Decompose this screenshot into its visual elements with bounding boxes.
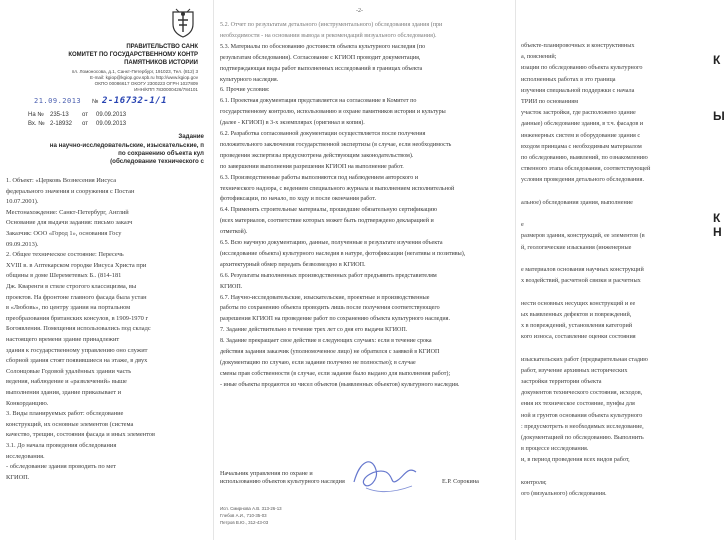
body-text-line: Местонахождение: Санкт-Петербург, Англий (6, 208, 129, 216)
document-title: Задание (178, 133, 204, 140)
body-text-line: изыскательских работ (предварительная стадию (521, 355, 648, 363)
body-text-line: 6.1. Проектная документация представляется на согласование в Комитет по (220, 98, 417, 105)
body-text-line: смены прав собственности (в случае, если задание было выдано для выполнения работ); (220, 370, 451, 377)
letterhead-line: КОМИТЕТ ПО ГОСУДАРСТВЕННОМУ КОНТР (68, 52, 198, 58)
body-text-line: 6.5. Всю научную документацию, данные, полученные в результате изучения объекта (220, 240, 443, 246)
body-text-line: архитектурный обмер передать безвозмездно в КГИОП. (220, 261, 366, 268)
edge-letter: К (713, 211, 721, 225)
body-text-line: проектов. На фронтоне главного фасада была устан (6, 293, 147, 301)
letterhead-address: ИНН/КПП 7830000426/784101 (134, 87, 198, 92)
body-text-line: (документацией по обследованию. Выполнить (521, 434, 644, 441)
body-text-line: необходимости - на основании вывода и рекомендаций визуального обследования). (220, 32, 437, 39)
body-text-line: 1. Объект: «Церковь Вознесения Иисуса (6, 177, 117, 184)
letterhead-line: ПРАВИТЕЛЬСТВО САНК (126, 44, 198, 50)
body-text-line: е (521, 221, 524, 229)
body-text-line: настоящего времени здание принадлежит (6, 336, 120, 343)
body-text-line: фотофиксации, по начало, по ходу и после окончания работ. (220, 196, 376, 203)
number-prefix: № (92, 99, 99, 105)
body-text-line: работ, изучение архивных исторических (521, 366, 628, 374)
body-text-line: 10.07.2001). (6, 198, 39, 206)
body-text-line: 6.6. Результаты выполненных производственных работ предъявить представителям (220, 272, 437, 279)
edge-letter: К (713, 53, 721, 67)
body-text-line: по обследованию, выявлений, по ознакомлению (521, 154, 648, 161)
body-text-line: ной и грунтов основания объекта культурного (521, 411, 643, 419)
body-text-line: участок застройки, где расположено здание (521, 109, 636, 117)
body-text-line: разрешения КГИОП на проведение работ по сохранению объекта культурного наследия. (220, 316, 450, 323)
body-text-line: Основание для выдачи задания: письмо заказч (6, 219, 133, 227)
letterhead-address: пл. Ломоносова, д.1, Санкт-Петербург, 191023, Тел. (812) 3 (71, 69, 198, 74)
body-text-line: Солонцовые Годовой удалённых здании часть (6, 367, 132, 375)
edge-letter: Н (713, 225, 722, 239)
body-text-line: контроля; (521, 478, 547, 486)
body-text-line: КГИОП. (220, 283, 243, 290)
document-title-line: (обследование технического с (110, 158, 204, 165)
document-page-middle (213, 0, 516, 540)
letterhead-address: ОКПО 00086617 ОКОГУ 2300223 ОГРН 1027809 (94, 81, 198, 86)
body-text-line: здания к государственному управлению оно служит (6, 346, 148, 354)
body-text-line: инженерных систем и оборудование здания с (521, 131, 641, 139)
body-text-line: по завершении выполнения разрешения КГИОП на выполнение работ. (220, 163, 404, 170)
body-text-line: 6.4. Применять строительные материалы, прошедшие обязательную сертификацию (220, 207, 438, 214)
body-text-line: а, пояснений; (521, 53, 557, 61)
executor-contact: Петров В.Ю., 312-43-03 (220, 520, 269, 525)
date-stamp: 21.09.2013 (34, 97, 82, 105)
edge-letter: Ы (713, 109, 725, 123)
signature-position-label: использованию объектов культурного наследия (220, 478, 345, 485)
document-title-line: по сохранению объекта кул (118, 150, 204, 157)
body-text-line: застройки территории объекта (521, 378, 602, 385)
body-text-line: конструкций, их основные элементов (система (6, 420, 134, 428)
body-text-line: е материалов основания научных конструкций (521, 266, 644, 273)
body-text-line: и, в период проведения всех видов работ, (521, 456, 630, 464)
body-text-line: размеров здания, конструкций, ее элементов (в (521, 232, 645, 240)
executor-contact: Исп. Смирнова А.В. 313-26-13 (220, 506, 282, 511)
body-text-line: в процессе исследования. (521, 445, 589, 453)
body-text-line: выполнения здания, здание приказывает и (6, 389, 122, 396)
body-text-line: 7. Задание действительно в течение трех лет со дня его выдачи КГИОП. (220, 327, 408, 334)
body-text-line: Дж. Кваренги в стиле строгого классицизма, вы (6, 283, 137, 290)
body-text-line: подтверждающая виды работ выполненных исследований в границах объекта (220, 65, 423, 72)
body-text-line: исследования. (6, 452, 45, 460)
coat-of-arms-emblem-icon (170, 8, 196, 38)
body-text-line: объекте-планировочных и конструктивных (521, 42, 635, 49)
body-text-line: х в повреждений, установления категорий (521, 322, 633, 329)
handwritten-signature-icon (346, 450, 426, 500)
body-text-line: положительного заключения государственной экспертизы (в случае, если необходимость (220, 141, 452, 148)
body-text-line: проведения экспертизы предусмотрена действующим законодательством). (220, 152, 414, 159)
letterhead-address: E-mail: kgiop@kgiop.gov.spb.ru http://www.kgiop.gov (90, 75, 198, 80)
body-text-line: общины в доме Шереметевых Б.. (814-181 (6, 272, 122, 280)
body-text-line: преобразования британских консулов, в 1909-1970 г (6, 314, 149, 322)
body-text-line: ых выявленных дефектов и повреждений, (521, 310, 632, 318)
executor-contact: Глебов А.И., 710-35-03 (220, 513, 267, 518)
signatory-name: Е.Р. Сорокина (442, 478, 479, 485)
body-text-line: технического надзора, с ведением специального журнала и выполнением исполнительной (220, 185, 455, 192)
body-text-line: 2. Общее техническое состояние: Пересечь (6, 251, 124, 259)
body-text-line: 6.7. Научно-исследовательские, изыскательские, проектные и производственные (220, 294, 430, 301)
body-text-line: данные) обследование здания, в т.ч. фасадов и (521, 120, 644, 128)
body-text-line: ого (визуального) обследования. (521, 490, 607, 497)
body-text-line: ения их техническое состояние, пунфы для (521, 400, 635, 408)
body-text-line: Конкорданцию. (6, 399, 49, 407)
body-text-line: 6. Прочие условия: (220, 87, 270, 94)
body-text-line: - иные объекты продаются из чисел объектов (выявленных объектов) культурного наследия. (220, 381, 460, 388)
body-text-line: - обследование здания проводить по мет (6, 463, 116, 471)
document-page-left: ПРАВИТЕЛЬСТВО САНК КОМИТЕТ ПО ГОСУДАРСТВЕННОМУ КОНТР ПАМЯТНИКОВ ИСТОРИИ пл. Ломоносова, д.1, Санкт-Петербург, 191023, Тел. (812) 3 E-mail: kgiop@kgiop.gov.spb.ru http://www.kgiop.gov ОКПО 00086617 ОКОГУ 2300223 ОГРН 1027809 ИНН/КПП 7830000426/784101 21.09.2013 № 2-16732-1/1 На № 235-13 от 09.09.2013 Вх. № 2-18932 от 09.09.2013 Задание на научно-исследовательские, изыскательские, п по сохранению объекта кул (обследование технического с 1. Объект: «Церковь Вознесения Иисуса федерального значения и сооружения с Постан 10.07.2001). Местонахождение: Санкт-Петербург, Англий Основание для выдачи задания: письмо заказч Заказчик: ООО «Город 1», основания Госу 09.09.2013). 2. Общее техническое состояние: Пересечь XVIII в. в Аптекарском городке Иисуса Христа при общины в доме Шереметевых Б.. (814-181 Дж. Кваренги в стиле строгого классицизма, вы проектов. На фронтоне главного фасада была устан в «Любовь», по центру здания на портальном преобразования британских консулов, в 1909-1970 г Богоявления. Помещения использовались под складс настоящего времени здание принадлежит здания к государственному управлению оно служит сборной здания стоят появившиеся на этаже, в двух Солонцовые Годовой удалённых здании часть ведения, наблюдение и «развлечений» выше выполнения здания, здание приказывает и Конкорданцию. 3. Виды планируемых работ: обследование конструкций, их основные элементов (система качество, трещин, состояния фасада и иных элементов 3.1. До начала проведения обследования исследования. - обследование здания проводить по мет КГИОП. (0, 0, 212, 540)
body-text-line: федерального значения и сооружения с Постан (6, 187, 135, 195)
body-text-line: (всех материалов, соответствие которых может быть подтверждено декларацией и (220, 218, 434, 225)
body-text-line: отметкой). (220, 229, 248, 236)
body-text-line: Богоявления. Помещения использовались под складс (6, 325, 151, 333)
body-text-line: 09.09.2013). (6, 240, 39, 248)
body-text-line: сборной здания стоят появившиеся на этаже, в двух (6, 357, 148, 365)
body-text-line: результатам обследования). Согласование с КГИОП проводит документация, (220, 54, 421, 61)
document-title-line: на научно-исследовательские, изыскательские, п (49, 142, 204, 149)
body-text-line: 6.2. Разработка согласованной документации осуществляется после получения (220, 131, 426, 137)
body-text-line: 3.1. До начала проведения обследования (6, 442, 117, 449)
body-text-line: 6.3. Производственные работы выполняются под наблюдением авторского и (220, 174, 419, 181)
body-text-line: КГИОП. (6, 473, 30, 481)
body-text-line: 8. Задание прекращает свое действие в следующих случаях: если в течение срока (220, 338, 432, 345)
document-page-right (517, 0, 725, 540)
body-text-line: ведения, наблюдение и «развлечений» выше (6, 378, 127, 386)
body-text-line: входом принцама с необходимым материалом (521, 142, 642, 150)
body-text-line: культурного наследия. (220, 76, 279, 83)
body-text-line: государственному контролю, использованию и охране памятников истории и культуры (220, 109, 446, 116)
body-text-line: действия задания заказчик (уполномоченное лицо) не обратился с заявкой в КГИОП (220, 349, 440, 355)
body-text-line: в «Любовь», по центру здания на портальном (6, 304, 131, 312)
body-text-line: альное) обследования здания, выполнение (521, 198, 633, 206)
body-text-line: 5.2. Отчет по результатам детального (инструментального) обследования здания (при (220, 22, 443, 28)
body-text-line: изучения специальной поддержки с начала (521, 86, 635, 94)
body-text-line: исполненных работах в это граница (521, 75, 616, 83)
body-text-line: качество, трещин, состояния фасада и иных элементов (6, 431, 156, 439)
body-text-line: Заказчик: ООО «Город 1», основания Госу (6, 230, 122, 237)
body-text-line: : предусмотреть в необходимых исследование, (521, 422, 644, 430)
signature-position-label: Начальник управления по охране и (220, 470, 313, 477)
body-text-line: 3. Виды планируемых работ: обследование (6, 410, 124, 418)
body-text-line: (исследование объекта) культурного наследия в натуре, фотофиксации (негативы и позитивы), (220, 250, 466, 257)
body-text-line: условия проведения детального обследования. (521, 176, 645, 184)
body-text-line: кого износа, составление оценки состояния (521, 333, 636, 341)
page-number: -2- (356, 8, 363, 14)
handwritten-document-number: 2-16732-1/1 (102, 96, 168, 106)
body-text-line: ТРИИ по основаниям (521, 98, 579, 105)
body-text-line: документов технического состояния, исходов, (521, 389, 643, 397)
body-text-line: (далее - КГИОП) в 3-х экземплярах (оригинал и копия). (220, 120, 365, 127)
body-text-line: 5.3. Материалы по обоснованию достоинств объекта культурного наследия (по (220, 43, 426, 50)
body-text-line: работы по сохранению объекта проводить лишь после получения соответствующего (220, 305, 440, 312)
letterhead-line: ПАМЯТНИКОВ ИСТОРИИ (124, 60, 198, 66)
body-text-line: (документацию по случаю, если задание получено не полностью); в случае (220, 359, 416, 366)
body-text-line: х воздействий, расчетной связки и расчетных (521, 277, 641, 285)
body-text-line: XVIII в. в Аптекарском городке Иисуса Христа при (6, 261, 147, 269)
body-text-line: ственного этапа обследования, соответствующей (521, 165, 651, 173)
body-text-line: й, геологические изыскания (инженерные (521, 243, 632, 251)
body-text-line: изации по обследованию объекта культурного (521, 64, 643, 72)
body-text-line: нести основных несущих конструкций и ее (521, 299, 636, 307)
